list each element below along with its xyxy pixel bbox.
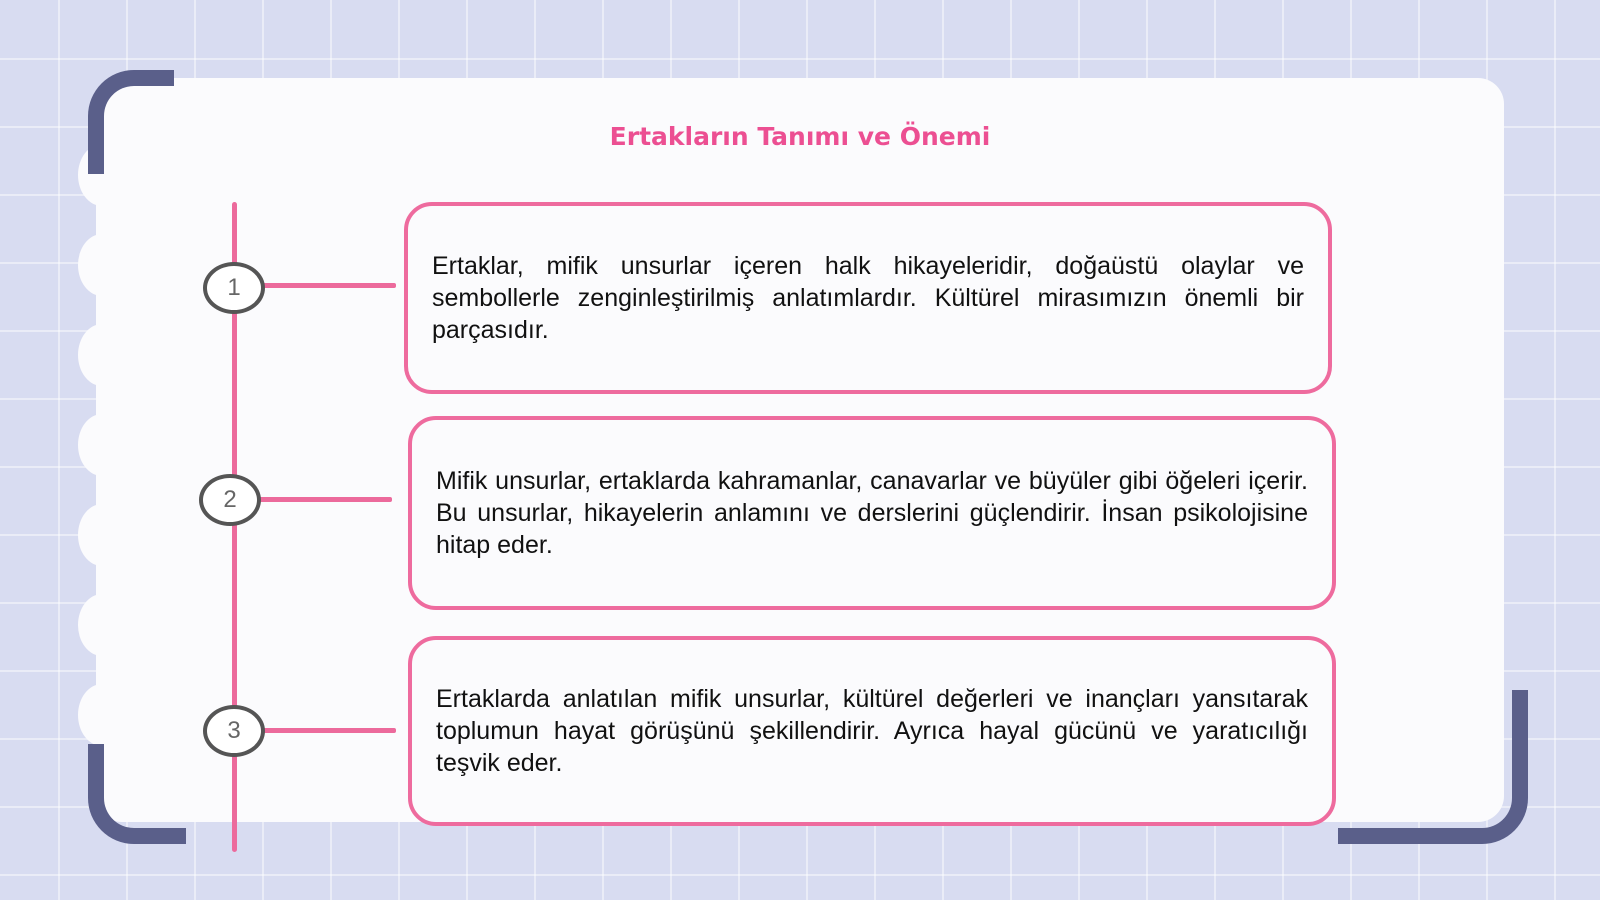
- notebook-scallop: [78, 324, 126, 386]
- timeline-marker-1: [203, 262, 265, 314]
- notebook-scallop: [78, 414, 126, 476]
- content-text-2: Mifik unsurlar, ertaklarda kahramanlar, canavarlar ve büyüler gibi öğeleri içerir. Bu unsurlar, hikayelerin anlamını ve derslerini güçlendirir. İnsan psikolojisine hitap eder.: [436, 467, 1308, 559]
- marker-number: 3: [227, 717, 241, 744]
- notebook-scallop: [78, 234, 126, 296]
- corner-bracket-bottom-left: [88, 744, 186, 844]
- corner-bracket-bottom-right: [1338, 690, 1528, 844]
- notebook-scallop: [78, 684, 126, 746]
- content-text-1: Ertaklar, mifik unsurlar içeren halk hikayeleridir, doğaüstü olaylar ve sembollerle zenginleştirilmiş anlatımlardır. Kültürel mirasımızın önemli bir parçasıdır.: [432, 252, 1304, 344]
- timeline-connector: [262, 283, 396, 288]
- content-box-3: [408, 636, 1336, 826]
- notebook-scallop: [78, 504, 126, 566]
- timeline-connector: [258, 497, 392, 502]
- timeline-marker-3: [203, 705, 265, 757]
- timeline-connector: [262, 728, 396, 733]
- content-box-2: [408, 416, 1336, 610]
- marker-number: 2: [223, 486, 237, 513]
- marker-number: 1: [227, 274, 241, 301]
- content-text-3: Ertaklarda anlatılan mifik unsurlar, kültürel değerleri ve inançları yansıtarak toplumun hayat görüşünü şekillendirir. Ayrıca hayal gücünü ve yaratıcılığı teşvik eder.: [436, 685, 1308, 777]
- timeline-marker-2: [199, 474, 261, 526]
- notebook-scallop: [78, 594, 126, 656]
- slide-title: Ertakların Tanımı ve Önemi: [609, 122, 991, 151]
- content-box-1: [404, 202, 1332, 394]
